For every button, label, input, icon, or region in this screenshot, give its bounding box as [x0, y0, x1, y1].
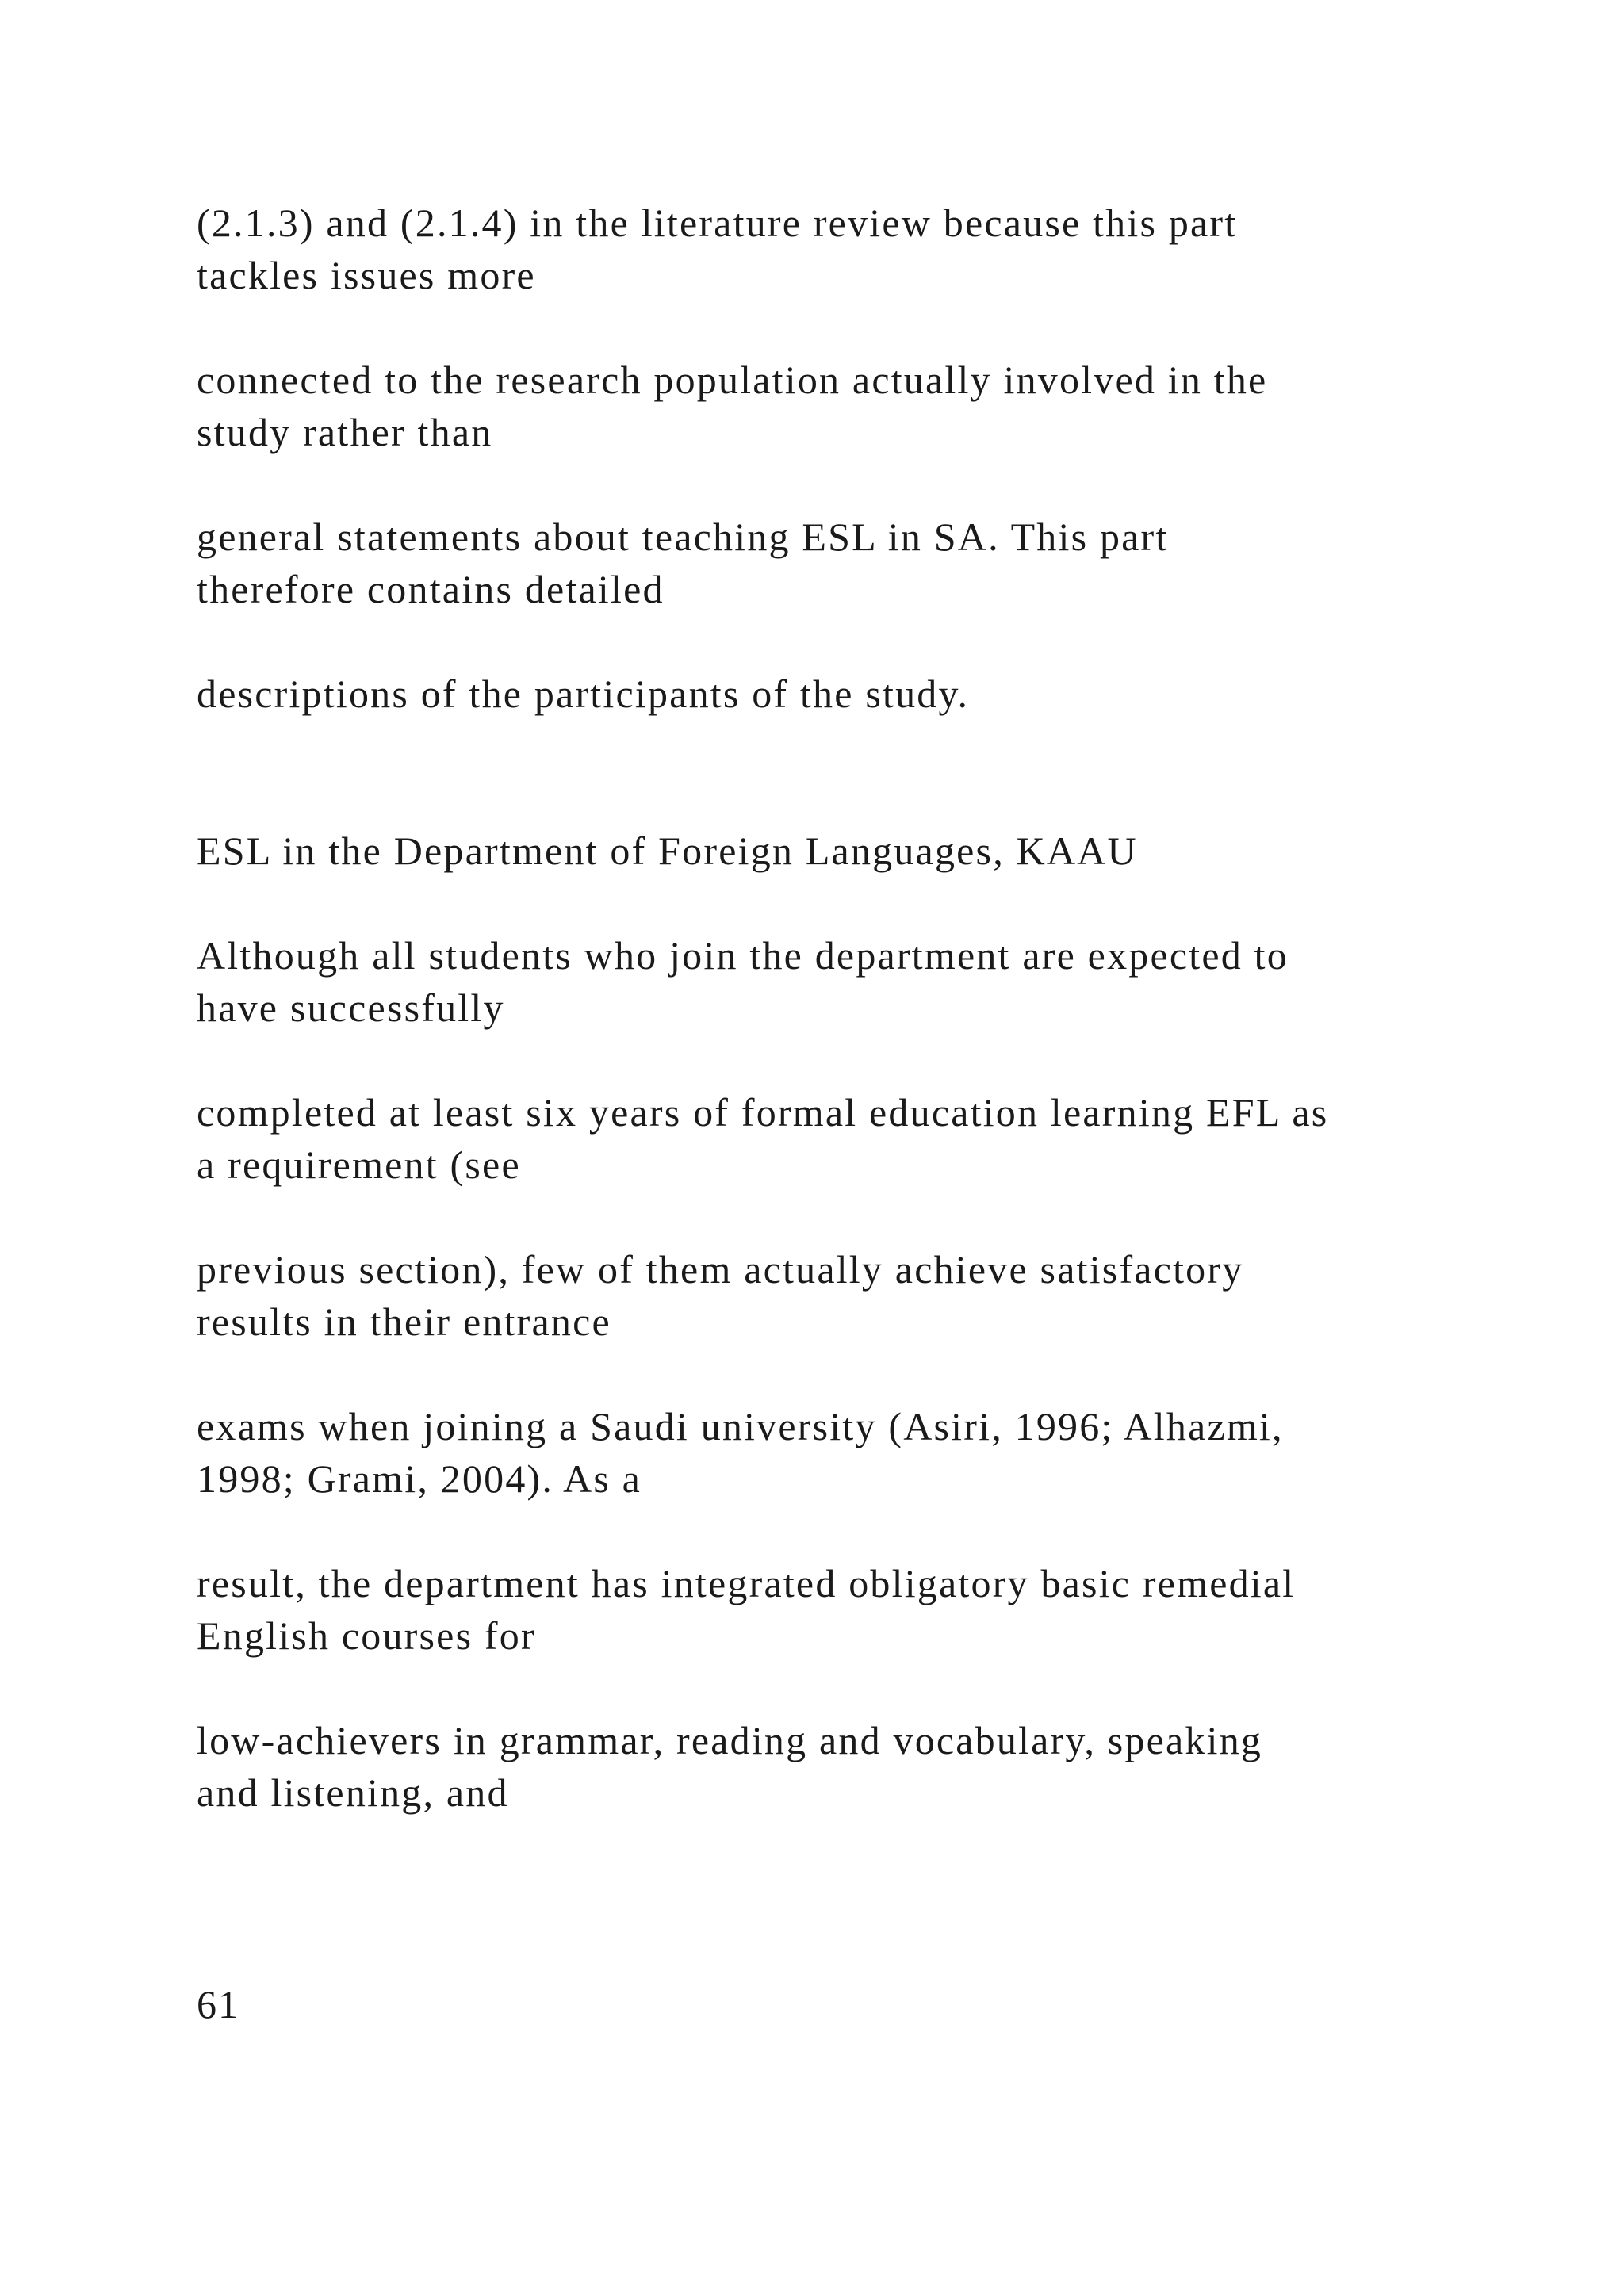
paragraph	[197, 197, 1465, 301]
paragraph	[197, 929, 1465, 1034]
paragraph	[197, 1086, 1465, 1191]
text-line: descriptions of the participants of the study.	[197, 672, 970, 716]
text-line: 1998; Grami, 2004). As a	[197, 1456, 642, 1501]
paragraph	[197, 1243, 1465, 1348]
text-line: previous section), few of them actually achieve satisfactory	[197, 1247, 1244, 1292]
text-line: have successfully	[197, 985, 505, 1030]
paragraph	[197, 1400, 1465, 1505]
text-line: Although all students who join the department are expected to	[197, 933, 1289, 978]
text-line: English courses for	[197, 1613, 536, 1658]
text-line: a requirement (see	[197, 1142, 521, 1187]
section-heading: ESL in the Department of Foreign Languages, KAAU	[197, 828, 1138, 873]
text-line: completed at least six years of formal education learning EFL as	[197, 1090, 1329, 1135]
text-line: tackles issues more	[197, 253, 536, 297]
text-line: low-achievers in grammar, reading and vocabulary, speaking	[197, 1718, 1263, 1762]
text-line: general statements about teaching ESL in SA. This part	[197, 515, 1169, 559]
paragraph	[197, 354, 1465, 458]
paragraph	[197, 668, 1465, 720]
paragraph	[197, 1557, 1465, 1662]
text-line: exams when joining a Saudi university (Asiri, 1996; Alhazmi,	[197, 1404, 1284, 1448]
text-line: study rather than	[197, 410, 493, 454]
text-line: therefore contains detailed	[197, 567, 665, 611]
text-line: (2.1.3) and (2.1.4) in the literature review because this part	[197, 201, 1238, 245]
paragraph	[197, 1714, 1465, 1819]
text-line: connected to the research population actually involved in the	[197, 358, 1268, 402]
text-line: and listening, and	[197, 1770, 509, 1815]
paragraph	[197, 511, 1465, 615]
text-line: result, the department has integrated obligatory basic remedial	[197, 1561, 1296, 1605]
page-number: 61	[197, 1982, 239, 2026]
text-line: results in their entrance	[197, 1299, 611, 1344]
